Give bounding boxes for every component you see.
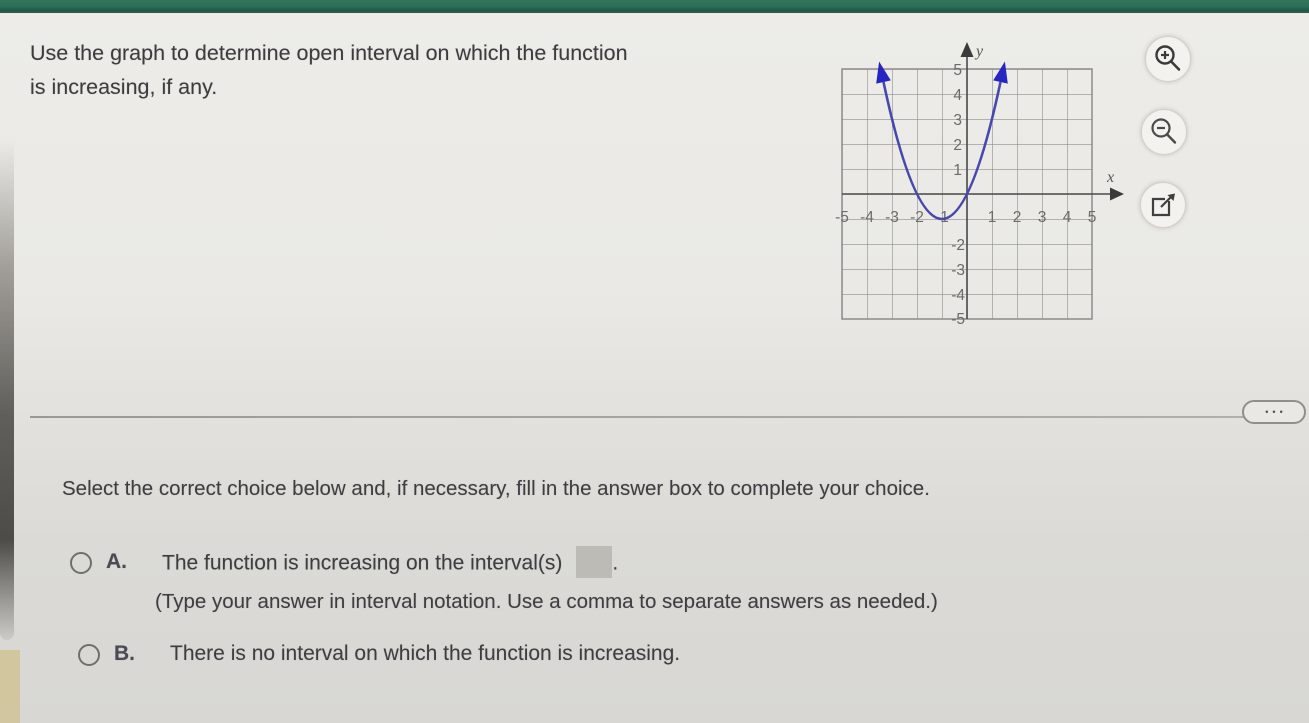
x-tick: 1 <box>987 209 997 226</box>
photo-corner-artifact <box>0 650 20 723</box>
y-tick: 3 <box>953 112 962 129</box>
y-tick: -3 <box>951 262 965 279</box>
top-green-bar <box>0 0 1309 13</box>
choice-a-letter: A. <box>106 550 127 573</box>
x-tick: -2 <box>910 209 924 226</box>
parabola-graph-svg <box>834 32 1134 332</box>
function-graph <box>834 32 1134 332</box>
zoom-out-icon <box>1147 115 1181 149</box>
choice-a-text <box>162 550 618 578</box>
instruction-text: Select the correct choice below and, if necessary, fill in the answer box to complete your choice. <box>62 477 930 500</box>
zoom-in-button[interactable] <box>1145 36 1191 82</box>
x-tick: 5 <box>1087 209 1097 226</box>
choice-a-period: . <box>612 551 619 575</box>
x-tick: -1 <box>935 209 949 226</box>
x-tick: -5 <box>835 209 849 226</box>
y-tick: 5 <box>953 62 962 79</box>
y-tick: -5 <box>951 311 965 328</box>
y-tick: 1 <box>953 162 962 179</box>
choice-a-statement: The function is increasing on the interval(s) <box>162 551 563 575</box>
x-axis-label: x <box>1107 169 1115 186</box>
question-text <box>30 36 830 104</box>
more-options-dots: ••• <box>1265 407 1287 417</box>
open-in-new-window-button[interactable] <box>1140 182 1186 228</box>
y-tick: 2 <box>953 137 962 154</box>
choice-a-note: (Type your answer in interval notation. Use a comma to separate answers as needed.) <box>155 590 938 613</box>
y-tick: -4 <box>951 287 965 304</box>
choice-a-radio[interactable] <box>70 552 92 574</box>
x-tick: 2 <box>1012 209 1022 226</box>
section-divider <box>30 416 1244 418</box>
x-axis-arrow-icon <box>1110 188 1124 201</box>
y-axis-label: y <box>976 43 984 60</box>
y-tick: 4 <box>953 87 962 104</box>
choice-b-row <box>78 642 680 666</box>
x-tick: -4 <box>860 209 874 226</box>
choice-a-answer-box[interactable] <box>576 546 612 578</box>
question-line-1: Use the graph to determine open interval on which the function <box>30 41 628 65</box>
more-options-button[interactable] <box>1242 400 1306 424</box>
x-tick: 4 <box>1062 209 1072 226</box>
y-axis-arrow-icon <box>961 42 974 57</box>
zoom-out-button[interactable] <box>1141 109 1187 155</box>
choice-b-letter: B. <box>114 642 135 665</box>
choice-b-text: There is no interval on which the function is increasing. <box>170 642 681 665</box>
open-in-new-icon <box>1145 187 1181 223</box>
photo-edge-shadow <box>0 140 14 640</box>
question-line-2: is increasing, if any. <box>30 75 218 99</box>
y-tick: -2 <box>951 237 965 254</box>
choice-a-row <box>70 550 618 578</box>
x-tick: -3 <box>885 209 899 226</box>
choice-b-radio[interactable] <box>78 644 100 666</box>
zoom-in-icon <box>1151 42 1185 76</box>
x-tick: 3 <box>1037 209 1047 226</box>
